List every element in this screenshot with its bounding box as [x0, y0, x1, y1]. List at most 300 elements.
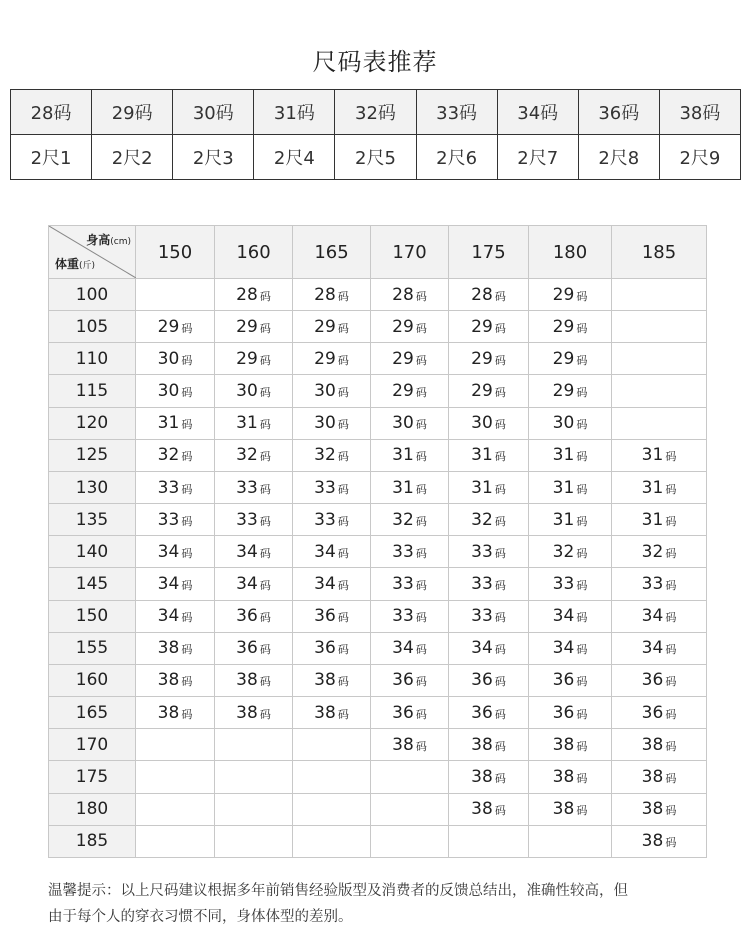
size-number: 29 [314, 316, 336, 337]
size-unit: 码 [494, 514, 506, 528]
size-number: 38 [314, 670, 336, 691]
size-number: 34 [552, 606, 575, 627]
size-result-cell [293, 729, 371, 761]
size-number: 29 [471, 348, 493, 369]
size-number: 32 [314, 445, 336, 466]
height-header-cell: 170 [371, 226, 449, 279]
table-row [49, 568, 707, 600]
size-result-cell [136, 600, 215, 632]
table-row [49, 311, 707, 343]
size-unit: 码 [181, 707, 193, 721]
size-result-cell [612, 761, 707, 793]
page-title: 尺码表推荐 [312, 48, 438, 76]
size-unit: 码 [415, 675, 427, 689]
size-cell: 33码 [416, 90, 497, 135]
height-header-row [49, 226, 707, 279]
size-unit: 码 [576, 675, 588, 689]
size-unit: 码 [181, 450, 193, 464]
table-row [49, 729, 707, 761]
size-result-cell [215, 536, 293, 568]
size-number: 36 [236, 606, 258, 627]
table-row [49, 279, 707, 311]
size-result-cell [371, 793, 449, 825]
size-result-cell [449, 439, 529, 471]
size-result-cell [293, 568, 371, 600]
size-result-cell [136, 664, 215, 696]
size-unit: 码 [665, 514, 677, 528]
size-number: 30 [552, 413, 575, 434]
size-result-cell [449, 697, 529, 729]
size-number: 33 [392, 606, 414, 627]
size-number: 36 [471, 670, 493, 691]
size-result-cell [136, 632, 215, 664]
size-result-cell [215, 311, 293, 343]
size-result-cell [449, 664, 529, 696]
size-unit: 码 [494, 546, 506, 560]
size-result-cell [449, 311, 529, 343]
size-number: 31 [471, 477, 493, 498]
size-unit: 码 [415, 707, 427, 721]
size-number: 29 [392, 316, 414, 337]
size-unit: 码 [415, 386, 427, 400]
size-unit: 码 [665, 771, 677, 785]
waist-cell: 2尺9 [659, 135, 740, 180]
size-result-cell [215, 279, 293, 311]
size-number: 38 [641, 766, 664, 787]
weight-cell: 130 [49, 471, 136, 503]
size-unit: 码 [415, 611, 427, 625]
size-result-cell [529, 793, 612, 825]
size-number: 33 [471, 606, 493, 627]
size-result-cell [136, 343, 215, 375]
size-number: 36 [392, 670, 414, 691]
table-row [49, 407, 707, 439]
size-result-cell [293, 343, 371, 375]
size-unit: 码 [665, 643, 677, 657]
size-number: 33 [641, 573, 664, 594]
size-result-cell [136, 793, 215, 825]
size-result-cell [293, 471, 371, 503]
size-number: 34 [641, 638, 664, 659]
size-unit: 码 [181, 418, 193, 432]
size-unit: 码 [337, 546, 349, 560]
size-number: 29 [392, 381, 414, 402]
size-result-cell [215, 568, 293, 600]
size-unit: 码 [665, 836, 677, 850]
size-unit: 码 [337, 418, 349, 432]
size-result-cell [215, 729, 293, 761]
size-unit: 码 [415, 289, 427, 303]
size-unit: 码 [576, 482, 588, 496]
weight-cell: 170 [49, 729, 136, 761]
weight-cell: 135 [49, 504, 136, 536]
size-number: 36 [471, 702, 493, 723]
size-number: 32 [471, 509, 493, 530]
size-result-cell [529, 697, 612, 729]
size-number: 38 [471, 799, 493, 820]
size-result-cell [371, 729, 449, 761]
size-number: 28 [314, 284, 336, 305]
size-unit: 码 [337, 578, 349, 592]
size-result-cell [449, 343, 529, 375]
size-number: 33 [157, 509, 180, 530]
size-number: 38 [157, 670, 180, 691]
size-result-cell [293, 793, 371, 825]
size-unit: 码 [337, 321, 349, 335]
size-number: 28 [392, 284, 414, 305]
size-result-cell [449, 729, 529, 761]
size-result-cell [371, 471, 449, 503]
size-result-cell [529, 600, 612, 632]
size-result-cell [449, 600, 529, 632]
size-number: 34 [552, 638, 575, 659]
size-number: 34 [236, 573, 258, 594]
size-number: 34 [392, 638, 414, 659]
size-cell: 28码 [11, 90, 92, 135]
size-result-cell [136, 729, 215, 761]
size-result-cell [529, 504, 612, 536]
weight-cell: 100 [49, 279, 136, 311]
size-number: 34 [157, 541, 180, 562]
size-result-cell [136, 697, 215, 729]
size-cell: 34码 [497, 90, 578, 135]
size-number: 30 [314, 413, 336, 434]
size-unit: 码 [665, 804, 677, 818]
size-unit: 码 [337, 353, 349, 367]
size-unit: 码 [494, 386, 506, 400]
size-unit: 码 [181, 643, 193, 657]
size-unit: 码 [337, 643, 349, 657]
weight-cell: 165 [49, 697, 136, 729]
size-result-cell [293, 600, 371, 632]
size-unit: 码 [259, 643, 271, 657]
size-recommendation-table [48, 225, 707, 858]
size-result-cell [136, 825, 215, 857]
size-result-cell [529, 279, 612, 311]
size-number: 29 [392, 348, 414, 369]
size-result-cell [136, 439, 215, 471]
size-unit: 码 [665, 707, 677, 721]
size-unit: 码 [415, 450, 427, 464]
size-number: 31 [641, 445, 664, 466]
size-result-cell [293, 279, 371, 311]
corner-header-cell [49, 226, 136, 279]
size-number: 30 [471, 413, 493, 434]
table-row [49, 632, 707, 664]
size-unit: 码 [665, 611, 677, 625]
size-unit: 码 [494, 321, 506, 335]
height-header-cell: 160 [215, 226, 293, 279]
size-number: 38 [236, 702, 258, 723]
size-unit: 码 [259, 353, 271, 367]
size-unit: 码 [665, 450, 677, 464]
table-row [49, 761, 707, 793]
size-number: 29 [552, 348, 575, 369]
size-unit: 码 [259, 289, 271, 303]
size-result-cell [136, 536, 215, 568]
size-number: 33 [236, 509, 258, 530]
height-unit-text: (cm) [110, 237, 131, 247]
weight-cell: 175 [49, 761, 136, 793]
size-number: 32 [392, 509, 414, 530]
size-unit: 码 [259, 450, 271, 464]
size-result-cell [215, 343, 293, 375]
size-number: 33 [552, 573, 575, 594]
size-number: 36 [552, 702, 575, 723]
size-number: 30 [392, 413, 414, 434]
size-result-cell [612, 439, 707, 471]
size-unit: 码 [576, 707, 588, 721]
size-result-cell [612, 407, 707, 439]
size-number: 30 [314, 381, 336, 402]
size-number: 34 [641, 606, 664, 627]
size-unit: 码 [576, 289, 588, 303]
weight-cell: 155 [49, 632, 136, 664]
size-result-cell [529, 471, 612, 503]
waist-cell: 2尺2 [92, 135, 173, 180]
size-result-cell [529, 664, 612, 696]
size-result-cell [215, 471, 293, 503]
size-unit: 码 [665, 578, 677, 592]
size-number: 38 [641, 831, 664, 852]
size-number: 31 [236, 413, 258, 434]
size-result-cell [371, 439, 449, 471]
size-number: 31 [552, 477, 575, 498]
size-result-cell [612, 471, 707, 503]
size-number: 29 [157, 316, 180, 337]
size-unit: 码 [576, 386, 588, 400]
size-unit: 码 [494, 707, 506, 721]
size-unit: 码 [181, 353, 193, 367]
size-result-cell [293, 825, 371, 857]
size-unit: 码 [665, 675, 677, 689]
size-number: 36 [552, 670, 575, 691]
size-result-cell [449, 471, 529, 503]
size-number: 38 [157, 638, 180, 659]
size-number: 36 [392, 702, 414, 723]
size-number: 38 [641, 799, 664, 820]
size-number: 36 [641, 702, 664, 723]
size-cell: 38码 [659, 90, 740, 135]
size-cell: 29码 [92, 90, 173, 135]
size-number: 34 [157, 606, 180, 627]
table-row [49, 439, 707, 471]
size-result-cell [371, 311, 449, 343]
size-unit: 码 [576, 418, 588, 432]
size-result-cell [449, 568, 529, 600]
weight-cell: 150 [49, 600, 136, 632]
height-header-cell: 180 [529, 226, 612, 279]
weight-cell: 140 [49, 536, 136, 568]
size-number: 32 [236, 445, 258, 466]
size-number: 33 [314, 477, 336, 498]
size-number: 38 [236, 670, 258, 691]
size-number: 29 [471, 381, 493, 402]
size-unit: 码 [576, 804, 588, 818]
size-result-cell [612, 504, 707, 536]
size-result-cell [215, 793, 293, 825]
size-unit: 码 [259, 578, 271, 592]
size-result-cell [293, 761, 371, 793]
size-unit: 码 [576, 771, 588, 785]
size-number: 31 [157, 413, 180, 434]
size-result-cell [449, 825, 529, 857]
size-result-cell [371, 536, 449, 568]
size-unit: 码 [415, 353, 427, 367]
size-result-cell [215, 407, 293, 439]
weight-cell: 105 [49, 311, 136, 343]
size-result-cell [529, 729, 612, 761]
size-unit: 码 [494, 578, 506, 592]
size-unit: 码 [494, 675, 506, 689]
weight-cell: 110 [49, 343, 136, 375]
size-result-cell [293, 439, 371, 471]
size-unit: 码 [415, 643, 427, 657]
size-unit: 码 [259, 675, 271, 689]
size-result-cell [529, 825, 612, 857]
tip-line-2: 由于每个人的穿衣习惯不同，身体体型的差别。 [48, 909, 353, 925]
size-result-cell [371, 407, 449, 439]
size-result-cell [136, 375, 215, 407]
size-number: 33 [236, 477, 258, 498]
size-number: 33 [392, 541, 414, 562]
size-cell: 36码 [578, 90, 659, 135]
size-unit: 码 [576, 450, 588, 464]
size-number: 31 [552, 509, 575, 530]
size-number: 32 [641, 541, 664, 562]
size-result-cell [371, 504, 449, 536]
waist-cell: 2尺4 [254, 135, 335, 180]
size-unit: 码 [576, 514, 588, 528]
size-result-cell [293, 407, 371, 439]
size-result-cell [529, 761, 612, 793]
size-unit: 码 [259, 482, 271, 496]
size-result-cell [215, 664, 293, 696]
height-header-cell: 150 [136, 226, 215, 279]
tip-note [48, 878, 708, 930]
size-result-cell [449, 761, 529, 793]
size-unit: 码 [665, 739, 677, 753]
size-result-cell [612, 825, 707, 857]
size-result-cell [449, 504, 529, 536]
size-table-body [49, 279, 707, 858]
size-number: 32 [157, 445, 180, 466]
size-number: 33 [392, 573, 414, 594]
size-result-cell [215, 697, 293, 729]
size-result-cell [215, 439, 293, 471]
size-number: 31 [471, 445, 493, 466]
size-result-cell [371, 600, 449, 632]
size-result-cell [371, 664, 449, 696]
size-result-cell [293, 697, 371, 729]
size-result-cell [449, 375, 529, 407]
size-result-cell [612, 568, 707, 600]
size-number: 33 [157, 477, 180, 498]
size-result-cell [371, 825, 449, 857]
table-row [49, 825, 707, 857]
size-unit: 码 [415, 418, 427, 432]
size-unit: 码 [259, 611, 271, 625]
size-number: 38 [392, 734, 414, 755]
size-number: 29 [552, 316, 575, 337]
size-unit: 码 [494, 418, 506, 432]
size-number: 29 [471, 316, 493, 337]
size-number: 32 [552, 541, 575, 562]
size-result-cell [293, 536, 371, 568]
size-number: 29 [314, 348, 336, 369]
size-result-cell [529, 343, 612, 375]
size-unit: 码 [181, 514, 193, 528]
weight-axis-label [55, 255, 95, 272]
size-result-cell [612, 793, 707, 825]
size-result-cell [529, 311, 612, 343]
size-unit: 码 [576, 578, 588, 592]
size-result-cell [371, 697, 449, 729]
size-result-cell [612, 632, 707, 664]
size-unit: 码 [337, 611, 349, 625]
size-result-cell [449, 793, 529, 825]
size-unit: 码 [337, 450, 349, 464]
size-unit: 码 [259, 707, 271, 721]
size-unit: 码 [665, 482, 677, 496]
size-number: 31 [641, 477, 664, 498]
size-unit: 码 [576, 546, 588, 560]
size-cell: 32码 [335, 90, 416, 135]
size-result-cell [612, 375, 707, 407]
weight-cell: 120 [49, 407, 136, 439]
waist-cell: 2尺6 [416, 135, 497, 180]
table-row [49, 793, 707, 825]
size-number: 29 [552, 284, 575, 305]
size-result-cell [449, 536, 529, 568]
size-result-cell [612, 600, 707, 632]
size-result-cell [612, 729, 707, 761]
size-unit: 码 [337, 514, 349, 528]
size-unit: 码 [181, 546, 193, 560]
size-unit: 码 [181, 578, 193, 592]
size-result-cell [371, 343, 449, 375]
size-number: 38 [471, 734, 493, 755]
size-number: 29 [552, 381, 575, 402]
size-result-cell [612, 664, 707, 696]
size-unit: 码 [576, 321, 588, 335]
size-unit: 码 [494, 804, 506, 818]
size-number: 38 [314, 702, 336, 723]
size-result-cell [136, 761, 215, 793]
weight-unit-text: (斤) [79, 261, 96, 271]
size-number: 33 [471, 541, 493, 562]
size-result-cell [136, 568, 215, 600]
size-result-cell [136, 311, 215, 343]
size-unit: 码 [415, 578, 427, 592]
size-result-cell [136, 504, 215, 536]
size-number: 38 [552, 766, 575, 787]
size-unit: 码 [494, 353, 506, 367]
size-result-cell [215, 504, 293, 536]
size-number: 36 [314, 606, 336, 627]
size-unit: 码 [415, 321, 427, 335]
size-unit: 码 [181, 482, 193, 496]
size-unit: 码 [415, 514, 427, 528]
size-unit: 码 [665, 546, 677, 560]
size-result-cell [293, 664, 371, 696]
size-number: 30 [236, 381, 258, 402]
size-result-cell [612, 343, 707, 375]
table-row [49, 343, 707, 375]
size-unit: 码 [576, 643, 588, 657]
weight-label-text: 体重 [55, 257, 80, 271]
size-unit: 码 [181, 611, 193, 625]
